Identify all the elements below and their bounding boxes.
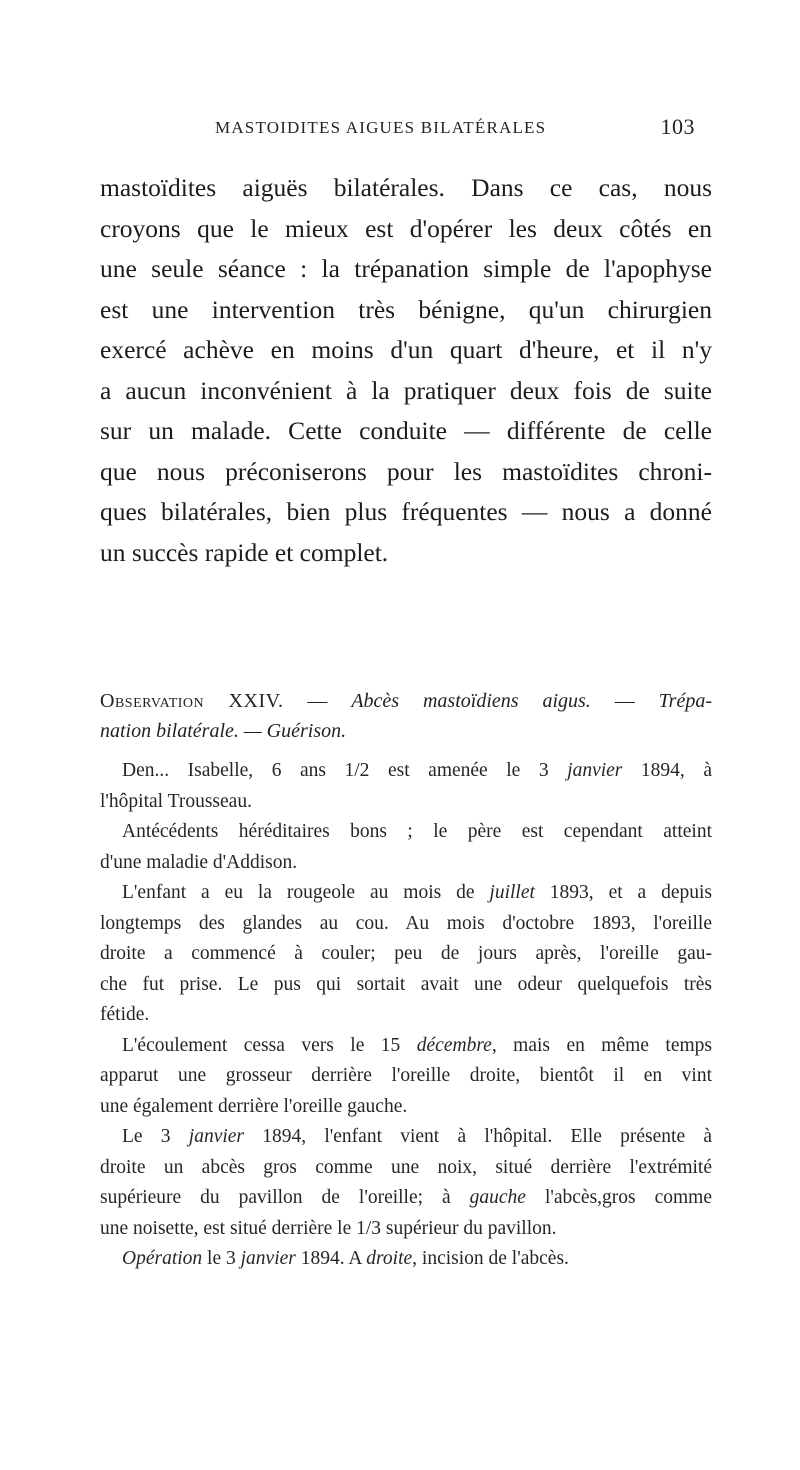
- observation-title-part1: Abcès mastoïdiens aigus.: [351, 690, 591, 712]
- case-text: , incision de l'abcès.: [412, 1248, 569, 1269]
- running-header: [215, 114, 695, 148]
- text-line: un succès rapide et complet.: [100, 537, 389, 567]
- case-text: le 3: [202, 1248, 241, 1269]
- case-text: 1894. A: [295, 1248, 367, 1269]
- case-report: [100, 756, 712, 1275]
- case-text: l'abcès,gros comme: [525, 1187, 712, 1208]
- case-text: droite a commencé à couler; peu de jours après, l'oreille gau-: [100, 943, 712, 964]
- running-title: MASTOIDITES AIGUES BILATÉRALES: [215, 118, 547, 137]
- case-text: 1893, et a depuis: [534, 882, 712, 903]
- observation-title-part2: Trépa-: [658, 690, 712, 712]
- case-text: fétide.: [100, 1004, 150, 1025]
- case-paragraph: [100, 1122, 712, 1244]
- case-side: droite: [366, 1248, 413, 1269]
- text-line: a aucun inconvénient à la pratiquer deux fois de suite: [100, 375, 712, 405]
- text-line: exercé achève en moins d'un quart d'heure, et il n'y: [100, 335, 712, 364]
- text-line: ques bilatérales, bien plus fréquentes — nous a donné: [100, 497, 712, 526]
- case-text: l'hôpital Trousseau.: [100, 790, 252, 812]
- separator: —: [283, 690, 352, 712]
- case-text: une également derrière l'oreille gauche.: [100, 1095, 408, 1117]
- case-text: droite un abcès gros comme une noix, situé derrière l'extrémité: [100, 1156, 712, 1178]
- case-text: longtemps des glandes au cou. Au mois d'octobre 1893, l'oreille: [100, 912, 712, 934]
- case-text: apparut une grosseur derrière l'oreille droite, bientôt il en vint: [100, 1065, 712, 1086]
- text-line: sur un malade. Cette conduite — différente de celle: [100, 416, 712, 445]
- case-text: Den... Isabelle, 6 ans 1/2 est amenée le 3: [122, 760, 568, 781]
- case-text: une noisette, est situé derrière le 1/3 supérieur du pavillon.: [100, 1217, 557, 1239]
- case-text: Antécédents héréditaires bons ; le père est cependant atteint: [122, 821, 712, 842]
- case-text: 1894, l'enfant vient à l'hôpital. Elle présente à: [244, 1126, 712, 1147]
- case-text: 1894, à: [622, 760, 712, 781]
- case-text: , mais en même temps: [491, 1034, 712, 1056]
- case-side: gauche: [469, 1187, 526, 1208]
- main-paragraph: [100, 168, 712, 573]
- case-operation-label: Opération: [122, 1248, 203, 1269]
- page-number: 103: [660, 114, 695, 139]
- case-text: Le 3: [122, 1126, 189, 1147]
- case-text: supérieure du pavillon de l'oreille; à: [100, 1187, 470, 1208]
- text-line: est une intervention très bénigne, qu'un chirurgien: [100, 294, 712, 324]
- observation-title-line2: nation bilatérale. — Guérison.: [100, 720, 347, 742]
- case-date: janvier: [240, 1248, 296, 1269]
- case-text: d'une maladie d'Addison.: [100, 851, 298, 873]
- observation-heading: [100, 686, 712, 746]
- text-line: croyons que le mieux est d'opérer les deux côtés en: [100, 213, 712, 243]
- case-paragraph: [100, 756, 712, 817]
- observation-label: Observation XXIV.: [100, 690, 284, 712]
- text-line: que nous préconiserons pour les mastoïdites chroni-: [100, 456, 712, 486]
- case-text: che fut prise. Le pus qui sortait avait une odeur quelquefois très: [100, 973, 712, 995]
- case-paragraph: [100, 817, 712, 878]
- case-paragraph: [100, 878, 712, 1031]
- case-date: décembre: [416, 1034, 492, 1056]
- case-date: janvier: [188, 1126, 245, 1147]
- case-text: L'enfant a eu la rougeole au mois de: [122, 882, 490, 903]
- case-text: L'écoulement cessa vers le 15: [122, 1034, 417, 1056]
- case-date: juillet: [489, 882, 535, 903]
- text-line: une seule séance : la trépanation simple de l'apophyse: [100, 254, 712, 283]
- separator: —: [590, 690, 659, 712]
- case-paragraph: [100, 1031, 712, 1123]
- text-line: mastoïdites aiguës bilatérales. Dans ce cas, nous: [100, 173, 712, 202]
- case-date: janvier: [567, 760, 623, 781]
- case-paragraph: [100, 1244, 712, 1275]
